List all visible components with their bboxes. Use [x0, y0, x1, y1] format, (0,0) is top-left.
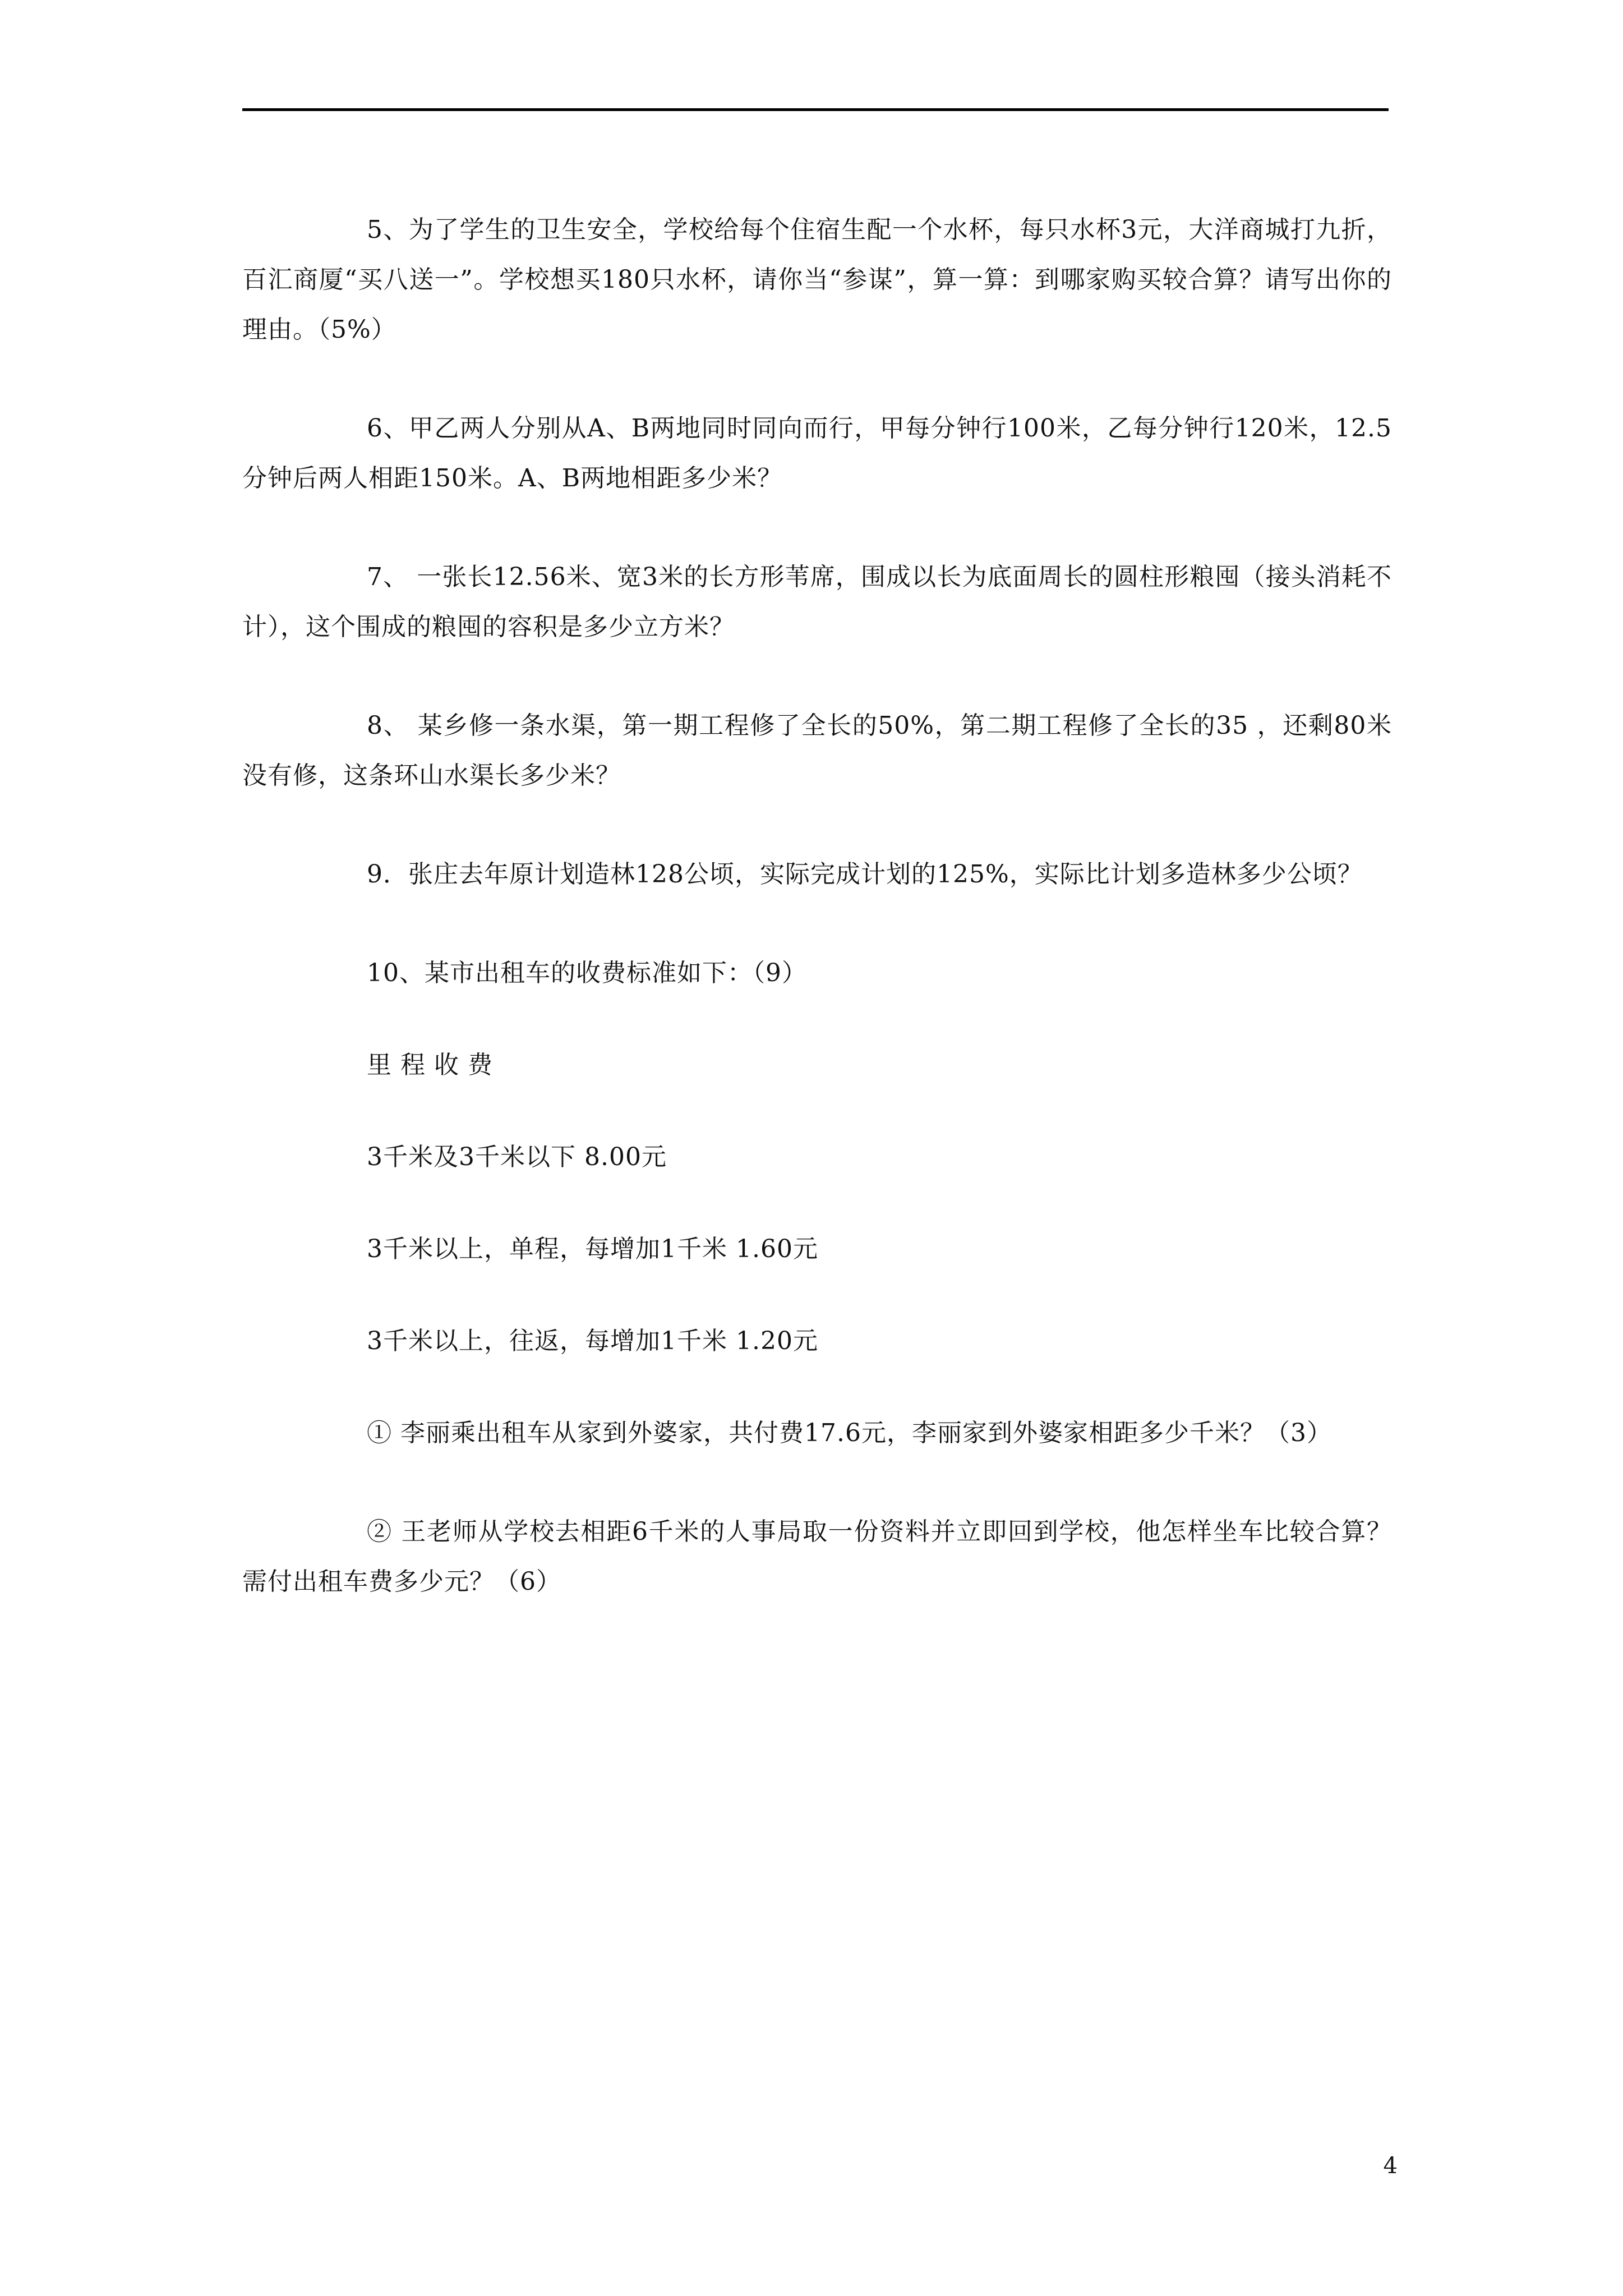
- fare-table-header: 里 程 收 费: [367, 1051, 493, 1079]
- fare-row: 3千米及3千米以下 8.00元: [367, 1143, 667, 1171]
- question-8: 8、 某乡修一条水渠，第一期工程修了全长的50%，第二期工程修了全长的35 ，还剩80米没有修，这条环山水渠长多少米？: [242, 711, 1392, 790]
- page-content: [242, 205, 1392, 1655]
- question-9: 9．张庄去年原计划造林128公顷，实际完成计划的125%，实际比计划多造林多少公顷？: [367, 860, 1363, 889]
- question-5: 5、为了学生的卫生安全，学校给每个住宿生配一个水杯，每只水杯3元，大洋商城打九折，百汇商厦“买八送一”。学校想买180只水杯，请你当“参谋”，算一算：到哪家购买较合算？请写出你的理由。（5%）: [242, 215, 1392, 344]
- question-6: 6、甲乙两人分别从A、B两地同时同向而行，甲每分钟行100米，乙每分钟行120米，12.5分钟后两人相距150米。A、B两地相距多少米？: [242, 414, 1392, 493]
- sub-question-1: ① 李丽乘出租车从家到外婆家，共付费17.6元，李丽家到外婆家相距多少千米？（3）: [367, 1419, 1332, 1447]
- fare-row: 3千米以上，往返，每增加1千米 1.20元: [367, 1327, 818, 1355]
- fare-row: 3千米以上，单程，每增加1千米 1.60元: [367, 1235, 818, 1263]
- question-10: 10、某市出租车的收费标准如下：（9）: [367, 959, 807, 987]
- question-7: 7、 一张长12.56米、宽3米的长方形苇席，围成以长为底面周长的圆柱形粮囤（接头消耗不计），这个围成的粮囤的容积是多少立方米？: [242, 563, 1392, 641]
- sub-question-2: ② 王老师从学校去相距6千米的人事局取一份资料并立即回到学校，他怎样坐车比较合算？需付出租车费多少元？（6）: [242, 1517, 1392, 1596]
- page-number: 4: [1383, 2153, 1398, 2179]
- header-rule: [242, 108, 1389, 111]
